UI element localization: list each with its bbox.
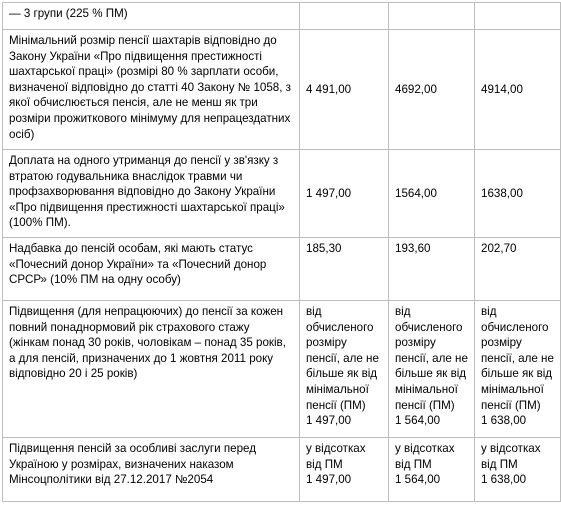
value-cell [475, 3, 561, 30]
table-row [3, 30, 561, 150]
row-label: Підвищення (для непрацюючих) до пенсії за кожен повний понаднормовий рік страхового стажу (жінкам понад 30 років, чоловікам – понад 35 років, а для пенсій, призначених до 1 жовтня 2011 року відповідно 20 і 25 років) [3, 301, 300, 438]
value-cell: від обчисленого розміру пенсії, але не більше як від мінімальної пенсії (ПМ) 1 497,00 [300, 301, 389, 438]
row-label: Мінімальний розмір пенсії шахтарів відповідно до Закону України «Про підвищення престижності шахтарської праці» (розмірі 80 % зарплати особи, визначеної відповідно до статті 40 Закону № 1058, з якої обчислюється пенсія, але не менш як три розміри прожиткового мінімуму для непрацездатних осіб) [3, 30, 300, 150]
table-row [3, 150, 561, 238]
table-row [3, 238, 561, 301]
pension-rates-table [2, 2, 561, 502]
value-cell: 193,60 [389, 238, 475, 301]
value-cell: 1564,00 [389, 150, 475, 238]
row-label: Доплата на одного утриманця до пенсії у зв'язку з втратою годувальника внаслідок травми чи профзахворювання відповідно до Закону України «Про підвищення престижності шахтарської праці» (100% ПМ). [3, 150, 300, 238]
value-cell: 202,70 [475, 238, 561, 301]
value-cell: 4692,00 [389, 30, 475, 150]
value-cell: 4 491,00 [300, 30, 389, 150]
row-label: — 3 групи (225 % ПМ) [3, 3, 300, 30]
value-cell [389, 3, 475, 30]
value-cell: 185,30 [300, 238, 389, 301]
value-cell: 4914,00 [475, 30, 561, 150]
value-cell: у відсотках від ПМ 1 497,00 [300, 438, 389, 502]
value-cell: від обчисленого розміру пенсії, але не більше як від мінімальної пенсії (ПМ) 1 638,00 [475, 301, 561, 438]
value-cell: від обчисленого розміру пенсії, але не більше як від мінімальної пенсії (ПМ) 1 564,00 [389, 301, 475, 438]
table-row [3, 438, 561, 502]
value-cell: у відсотках від ПМ 1 638,00 [475, 438, 561, 502]
table-row [3, 3, 561, 30]
value-cell [300, 3, 389, 30]
value-cell: 1 497,00 [300, 150, 389, 238]
value-cell: 1638,00 [475, 150, 561, 238]
row-label: Надбавка до пенсій особам, які мають статус «Почесний донор України» та «Почесний донор СРСР» (10% ПМ на одну особу) [3, 238, 300, 301]
table-row [3, 301, 561, 438]
row-label: Підвищення пенсій за особливі заслуги перед Україною у розмірах, визначених наказом Мінсоцполітики від 27.12.2017 №2054 [3, 438, 300, 502]
value-cell: у відсотках від ПМ 1 564,00 [389, 438, 475, 502]
